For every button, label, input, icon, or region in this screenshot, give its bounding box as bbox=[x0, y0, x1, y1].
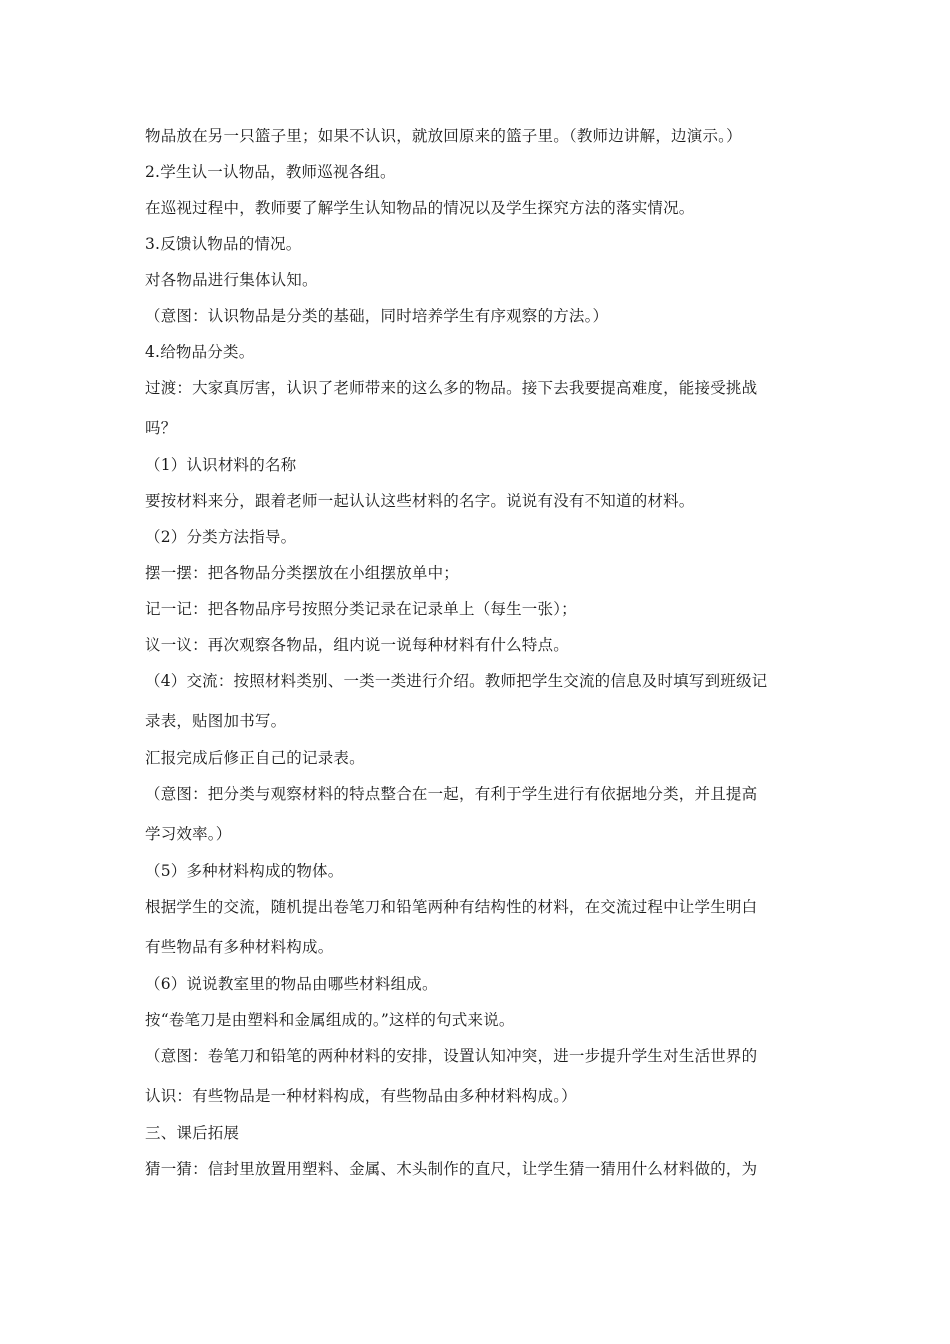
paragraph-line: 根据学生的交流，随机提出卷笔刀和铅笔两种有结构性的材料，在交流过程中让学生明白 bbox=[145, 898, 758, 916]
paragraph-line: （2）分类方法指导。 bbox=[145, 528, 297, 546]
paragraph-line: 记一记：把各物品序号按照分类记录在记录单上（每生一张）； bbox=[145, 600, 577, 618]
paragraph-line: 学习效率。） bbox=[145, 825, 232, 843]
paragraph-line: （意图：认识物品是分类的基础，同时培养学生有序观察的方法。） bbox=[145, 307, 609, 325]
paragraph-line: （6）说说教室里的物品由哪些材料组成。 bbox=[145, 975, 438, 993]
paragraph-line: 按“卷笔刀是由塑料和金属组成的。”这样的句式来说。 bbox=[145, 1011, 515, 1029]
section-heading: 三、课后拓展 bbox=[145, 1124, 240, 1142]
paragraph-line: 猜一猜：信封里放置用塑料、金属、木头制作的直尺，让学生猜一猜用什么材料做的，为 bbox=[145, 1160, 758, 1178]
paragraph-line: 对各物品进行集体认知。 bbox=[145, 271, 318, 289]
paragraph-line: 物品放在另一只篮子里；如果不认识，就放回原来的篮子里。（教师边讲解，边演示。） bbox=[145, 127, 742, 145]
paragraph-line: 吗？ bbox=[145, 419, 177, 437]
paragraph-line: 汇报完成后修正自己的记录表。 bbox=[145, 749, 365, 767]
paragraph-line: （意图：把分类与观察材料的特点整合在一起，有利于学生进行有依据地分类，并且提高 bbox=[145, 785, 758, 803]
paragraph-line: 过渡：大家真厉害，认识了老师带来的这么多的物品。接下去我要提高难度，能接受挑战 bbox=[145, 379, 758, 397]
paragraph-line: 录表，贴图加书写。 bbox=[145, 712, 287, 730]
paragraph-line: 3.反馈认物品的情况。 bbox=[145, 235, 302, 253]
paragraph-line: 认识：有些物品是一种材料构成，有些物品由多种材料构成。） bbox=[145, 1087, 577, 1105]
paragraph-line: （意图：卷笔刀和铅笔的两种材料的安排，设置认知冲突，进一步提升学生对生活世界的 bbox=[145, 1047, 758, 1065]
paragraph-line: 在巡视过程中，教师要了解学生认知物品的情况以及学生探究方法的落实情况。 bbox=[145, 199, 695, 217]
paragraph-line: （5）多种材料构成的物体。 bbox=[145, 862, 344, 880]
paragraph-line: 摆一摆：把各物品分类摆放在小组摆放单中； bbox=[145, 564, 460, 582]
paragraph-line: 有些物品有多种材料构成。 bbox=[145, 938, 334, 956]
paragraph-line: 议一议：再次观察各物品，组内说一说每种材料有什么特点。 bbox=[145, 636, 569, 654]
paragraph-line: 4.给物品分类。 bbox=[145, 343, 255, 361]
paragraph-line: （1）认识材料的名称 bbox=[145, 456, 297, 474]
paragraph-line: （4）交流：按照材料类别、一类一类进行介绍。教师把学生交流的信息及时填写到班级记 bbox=[145, 672, 768, 690]
paragraph-line: 要按材料来分，跟着老师一起认认这些材料的名字。说说有没有不知道的材料。 bbox=[145, 492, 695, 510]
paragraph-line: 2.学生认一认物品，教师巡视各组。 bbox=[145, 163, 396, 181]
